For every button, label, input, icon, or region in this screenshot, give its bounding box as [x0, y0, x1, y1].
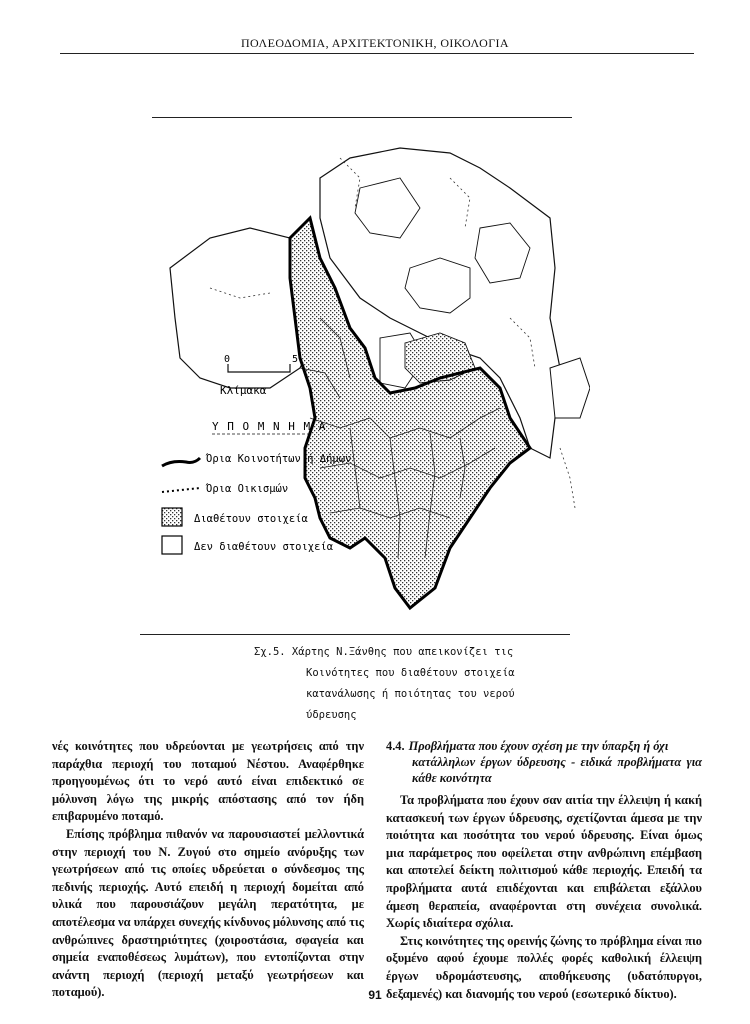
page-number: 91 [368, 988, 382, 1002]
section-heading [386, 738, 702, 786]
legend-empty-box-icon [162, 536, 182, 554]
legend-label-settlements: Όρια Οικισμών [206, 483, 289, 495]
body-paragraph: Στις κοινότητες της ορεινής ζώνης το πρόβλημα είναι πιο οξυμένο αφού έχουμε πολλές φορές καθολική έλλειψη έργων υδρομάστευσης, αποθήκευσης (υδατόπυργοι, δεξαμενές) και διανομής του νερού (εσωτερικό δίκτυο). [386, 933, 702, 1001]
body-paragraph: νές κοινότητες που υδρεύονται με γεωτρήσεις από την παράχθια περιοχή του ποταμού Νέστου. Αναφέρθηκε προηγουμένως ότι το νερό αυτό είναι επιδεκτικό σε μόλυνση λόγω της μικρής απόστασης από τον ήδη επιβαρυμένο ποταμό. [52, 739, 364, 824]
scale-zero: 0 [224, 354, 231, 365]
body-paragraph: Επίσης πρόβλημα πιθανόν να παρουσιαστεί μελλοντικά στην περιοχή του Ν. Ζυγού στο σημείο ανόρυξης των γεωτρήσεων από τις οποίες υδρεύεται ο σύνδεσμος της πεδινής περιοχής. Αυτό επειδή η περιοχή δομείται από υλικά που παρουσιάζουν μεγάλη περατότητα, με αποτέλεσμα να υπάρχει συνεχής κίνδυνος μόλυνσης από τις ανθρώπινες δραστηριότητες (χοιροστάσια, σφαγεία και σημεία εναποθέσεως λυμάτων), που εντοπίζονται στην ανάντη περιοχή (περιοχή μεταξύ γεωτρήσεων και ποταμού). [52, 826, 364, 1000]
scale-label: Κλίμακα [220, 384, 267, 397]
caption-line: κατανάλωσης ή ποιότητας του νερού [306, 688, 515, 700]
legend-dotted-line-icon [162, 488, 200, 492]
right-column [386, 738, 702, 1003]
figure-caption [254, 642, 584, 726]
section-title-rest: κατάλληλων έργων ύδρευσης - ειδικά προβλήματα για κάθε κοινότητα [412, 755, 702, 785]
legend-label-available: Διαθέτουν στοιχεία [194, 513, 308, 525]
caption-line: Σχ.5. Χάρτης Ν.Ξάνθης που απεικονίζει τις [254, 646, 514, 658]
section-title-first: Προβλήματα που έχουν σχέση με την ύπαρξη ή όχι [408, 739, 669, 753]
caption-line: ύδρευσης [306, 709, 357, 721]
section-number: 4.4. [386, 739, 405, 753]
prefecture-map [150, 118, 590, 634]
legend-hatched-box-icon [162, 508, 182, 526]
figure-bottom-rule [140, 634, 570, 635]
legend-label-unavailable: Δεν διαθέτουν στοιχεία [194, 541, 334, 553]
body-paragraph: Τα προβλήματα που έχουν σαν αιτία την έλλειψη ή κακή κατασκευή των έργων ύδρευσης, σχετίζονται άμεσα με την ποιότητα και ποσότητα του νερού ύδρευσης. Είναι όμως μια παράμετρος που οφείλεται στην ανθρώπινη επέμβαση και αποτελεί δείκτη πολιτισμού κάθε περιοχής. Επειδή τα προβλήματα αυτά επιδέχονται και επιβάλεται εξάλλου άμεση θεραπεία, αναφέρονται στη συνέχεια συνολικά. Χωρίς ιδιαίτερα σχόλια. [386, 793, 702, 931]
legend-title: Υ Π Ο Μ Ν Η Μ Α [212, 420, 327, 433]
legend-label-boundaries: Όρια Κοινοτήτων ή Δήμων [206, 453, 352, 465]
left-column [52, 738, 364, 1002]
caption-line: Κοινότητες που διαθέτουν στοιχεία [306, 667, 515, 679]
legend-thick-line-icon [162, 458, 200, 466]
header-rule [60, 53, 694, 54]
running-head: ΠΟΛΕΟΔΟΜΙΑ, ΑΡΧΙΤΕΚΤΟΝΙΚΗ, ΟΙΚΟΛΟΓΙΑ [240, 36, 510, 50]
scale-end: 5 [292, 354, 299, 365]
